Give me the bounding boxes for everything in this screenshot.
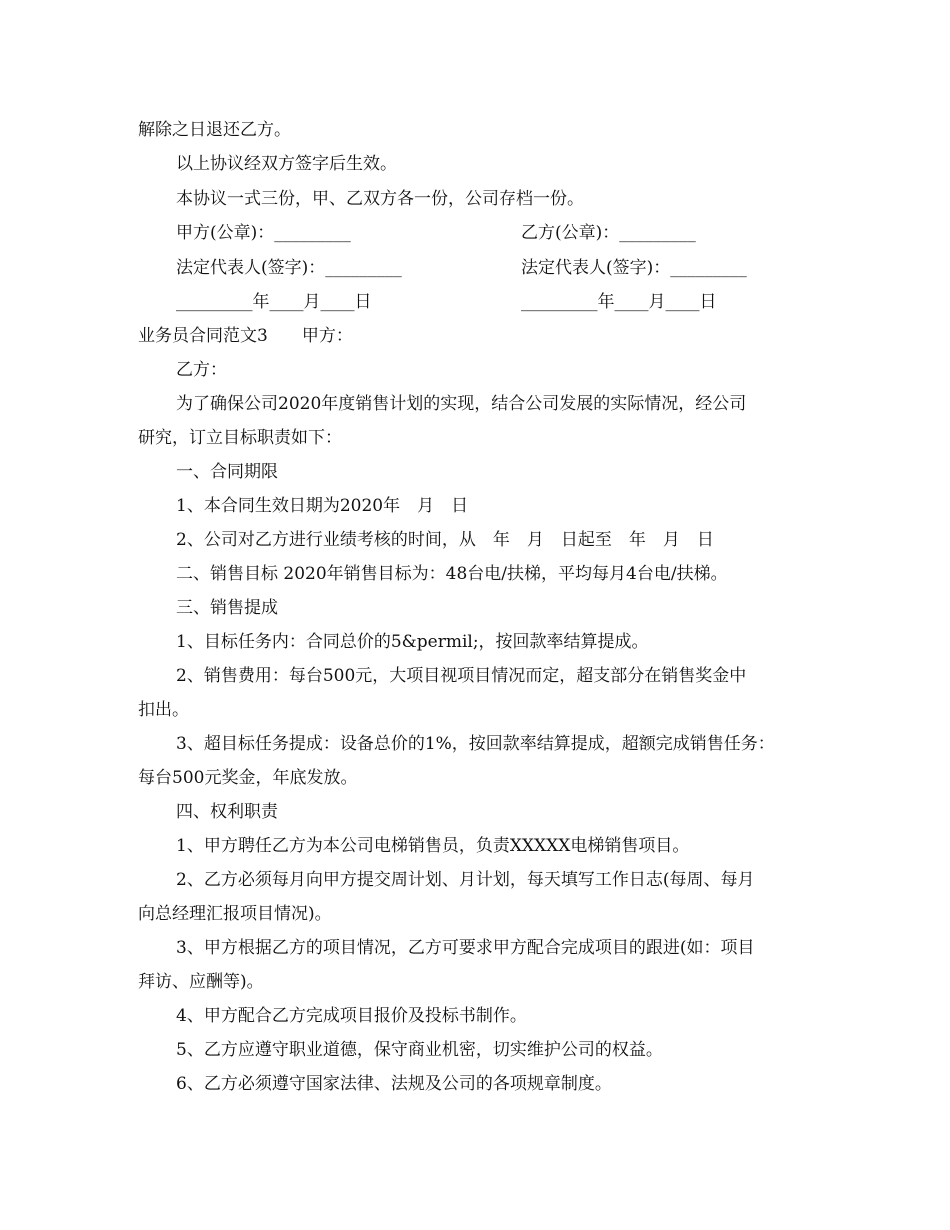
paragraph-line: 2、乙方必须每月向甲方提交周计划、月计划，每天填写工作日志(每周、每月: [176, 870, 755, 890]
text-line: 本协议一式三份，甲、乙双方各一份，公司存档一份。: [176, 189, 584, 209]
text-line: 解除之日退还乙方。: [138, 120, 291, 140]
paragraph-line: 为了确保公司2020年度销售计划的实现，结合公司发展的实际情况，经公司: [176, 394, 747, 414]
text-line: 以上协议经双方签字后生效。: [176, 154, 397, 174]
paragraph-line: 一、合同期限: [176, 462, 278, 482]
paragraph-line: 1、本合同生效日期为2020年 月 日: [176, 496, 469, 516]
paragraph-line: 3、甲方根据乙方的项目情况，乙方可要求甲方配合完成项目的跟进(如：项目: [176, 938, 755, 958]
paragraph-line: 1、甲方聘任乙方为本公司电梯销售员，负责XXXXX电梯销售项目。: [176, 836, 690, 856]
party-a-rep-line: 法定代表人(签字)：_________: [176, 258, 402, 278]
paragraph-line: 乙方：: [176, 360, 227, 380]
paragraph-line: 研究，订立目标职责如下：: [138, 428, 342, 448]
paragraph-line: 扣出。: [138, 700, 189, 720]
party-b-rep-line: 法定代表人(签字)：_________: [521, 258, 747, 278]
party-b-seal-line: 乙方(公章)：_________: [521, 223, 696, 243]
paragraph-line: 三、销售提成: [176, 598, 278, 618]
paragraph-line: 2、公司对乙方进行业绩考核的时间，从 年 月 日起至 年 月 日: [176, 530, 714, 550]
paragraph-line: 二、销售目标 2020年销售目标为：48台电/扶梯，平均每月4台电/扶梯。: [176, 564, 728, 584]
paragraph-line: 每台500元奖金，年底发放。: [138, 768, 358, 788]
paragraph-line: 1、目标任务内：合同总价的5&permil;，按回款率结算提成。: [176, 632, 649, 652]
paragraph-line: 4、甲方配合乙方完成项目报价及投标书制作。: [176, 1006, 527, 1026]
paragraph-line: 5、乙方应遵守职业道德，保守商业机密，切实维护公司的权益。: [176, 1040, 663, 1060]
paragraph-line: 6、乙方必须遵守国家法律、法规及公司的各项规章制度。: [176, 1074, 612, 1094]
paragraph-line: 向总经理汇报项目情况)。: [138, 904, 332, 924]
paragraph-line: 四、权利职责: [176, 802, 278, 822]
party-b-date-line: _________年____月____日: [521, 292, 717, 312]
party-a-date-line: _________年____月____日: [176, 292, 372, 312]
paragraph-line: 2、销售费用：每台500元，大项目视项目情况而定，超支部分在销售奖金中: [176, 666, 747, 686]
section-heading: 业务员合同范文3 甲方：: [138, 326, 353, 346]
party-a-seal-line: 甲方(公章)：_________: [176, 223, 351, 243]
paragraph-line: 3、超目标任务提成：设备总价的1%，按回款率结算提成，超额完成销售任务：: [176, 734, 775, 754]
paragraph-line: 拜访、应酬等)。: [138, 972, 264, 992]
